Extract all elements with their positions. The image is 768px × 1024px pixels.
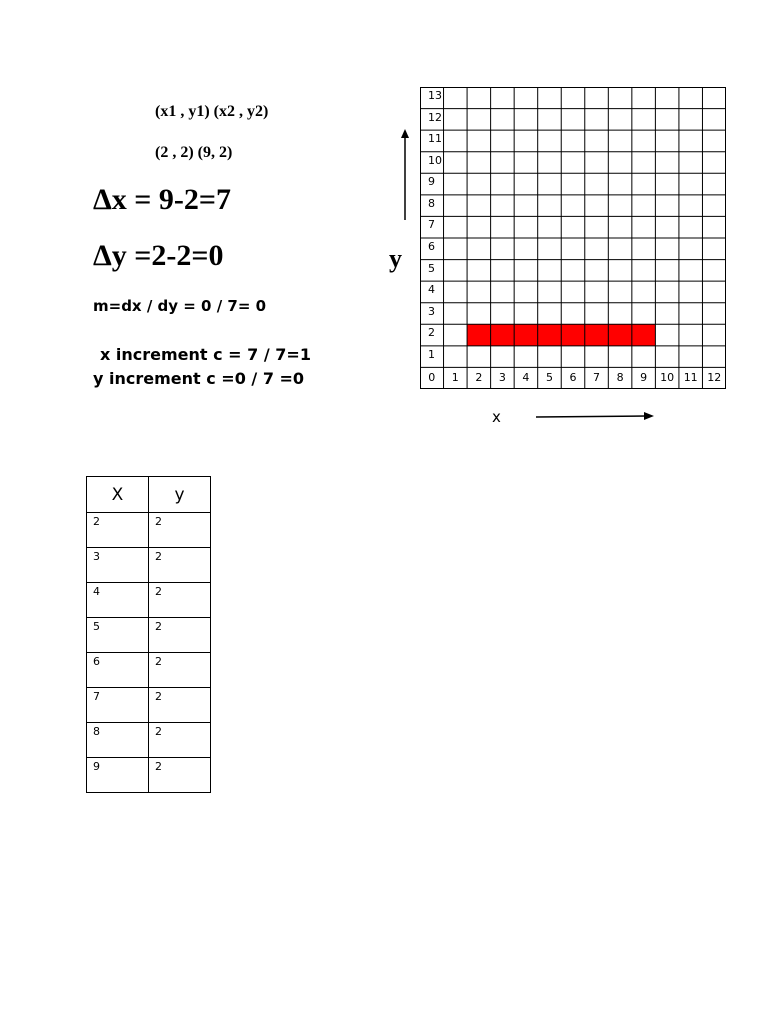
grid-x-label: 9 [640, 371, 648, 385]
grid-y-label: 9 [428, 175, 435, 189]
y-axis-label: y [389, 244, 402, 273]
grid-y-label: 10 [428, 153, 442, 167]
table-cell-y: 2 [149, 723, 211, 758]
grid-x-label: 11 [683, 371, 698, 385]
table-cell-y: 2 [149, 548, 211, 583]
highlighted-cell [585, 324, 609, 346]
delta-x-equation: Δx = 9-2=7 [93, 183, 231, 216]
table-cell-x: 6 [87, 653, 149, 688]
grid-x-label: 5 [545, 371, 553, 385]
x-axis-label: x [492, 408, 501, 426]
y-axis-arrow [398, 128, 412, 222]
grid-x-label: 1 [451, 371, 459, 385]
table-row [87, 653, 211, 688]
table-cell-y: 2 [149, 688, 211, 723]
table-cell-x: 2 [87, 513, 149, 548]
table-cell-y: 2 [149, 653, 211, 688]
grid-y-label: 1 [428, 347, 435, 361]
points-header: (x1 , y1) (x2 , y2) [155, 103, 269, 120]
table-cell-x: 4 [87, 583, 149, 618]
grid-x-label: 7 [593, 371, 601, 385]
x-axis-arrow [536, 410, 656, 424]
grid-y-label: 5 [428, 261, 435, 275]
highlighted-cell [632, 324, 656, 346]
grid-x-label: 10 [660, 371, 675, 385]
grid-x-label: 0 [428, 371, 436, 385]
grid-lines [420, 87, 726, 389]
grid-y-label: 8 [428, 196, 435, 210]
table-row [87, 618, 211, 653]
grid-x-label: 6 [569, 371, 577, 385]
y-increment-equation: y increment c =0 / 7 =0 [93, 369, 305, 388]
grid-y-label: 6 [428, 240, 435, 253]
grid-x-label: 12 [707, 371, 722, 385]
highlighted-cell [608, 324, 632, 346]
delta-y-equation: Δy =2-2=0 [93, 239, 224, 272]
table-row [87, 688, 211, 723]
grid-y-label: 2 [428, 326, 435, 340]
highlighted-cell [538, 324, 562, 346]
table-cell-y: 2 [149, 583, 211, 618]
grid-x-label: 2 [475, 371, 483, 385]
pixel-grid [420, 87, 726, 389]
table-row [87, 548, 211, 583]
table-cell-x: 7 [87, 688, 149, 723]
table-cell-x: 8 [87, 723, 149, 758]
table-row [87, 583, 211, 618]
table-row [87, 758, 211, 793]
table-cell-y: 2 [149, 513, 211, 548]
grid-y-label: 7 [428, 218, 435, 232]
table-cell-x: 5 [87, 618, 149, 653]
grid-y-label: 13 [428, 89, 442, 102]
table-cell-x: 3 [87, 548, 149, 583]
points-values: (2 , 2) (9, 2) [155, 144, 233, 161]
table-cell-x: 9 [87, 758, 149, 793]
table-header-row [87, 477, 211, 513]
highlighted-cell [561, 324, 585, 346]
table-header-x: X [87, 477, 149, 513]
table-cell-y: 2 [149, 618, 211, 653]
grid-y-label: 3 [428, 304, 435, 318]
highlighted-cell [514, 324, 538, 346]
highlighted-cell [467, 324, 491, 346]
grid-x-label: 3 [498, 371, 506, 385]
grid-y-label: 11 [428, 132, 442, 146]
grid-x-label: 8 [616, 371, 624, 385]
table-header-y: y [149, 477, 211, 513]
x-increment-equation: x increment c = 7 / 7=1 [100, 345, 311, 364]
slope-equation: m=dx / dy = 0 / 7= 0 [93, 297, 267, 315]
table-cell-y: 2 [149, 758, 211, 793]
grid-y-label: 12 [428, 110, 442, 124]
grid-x-label: 4 [522, 371, 530, 385]
xy-table [86, 476, 211, 793]
highlighted-cell [491, 324, 515, 346]
table-row [87, 513, 211, 548]
table-row [87, 723, 211, 758]
grid-y-label: 4 [428, 283, 435, 297]
